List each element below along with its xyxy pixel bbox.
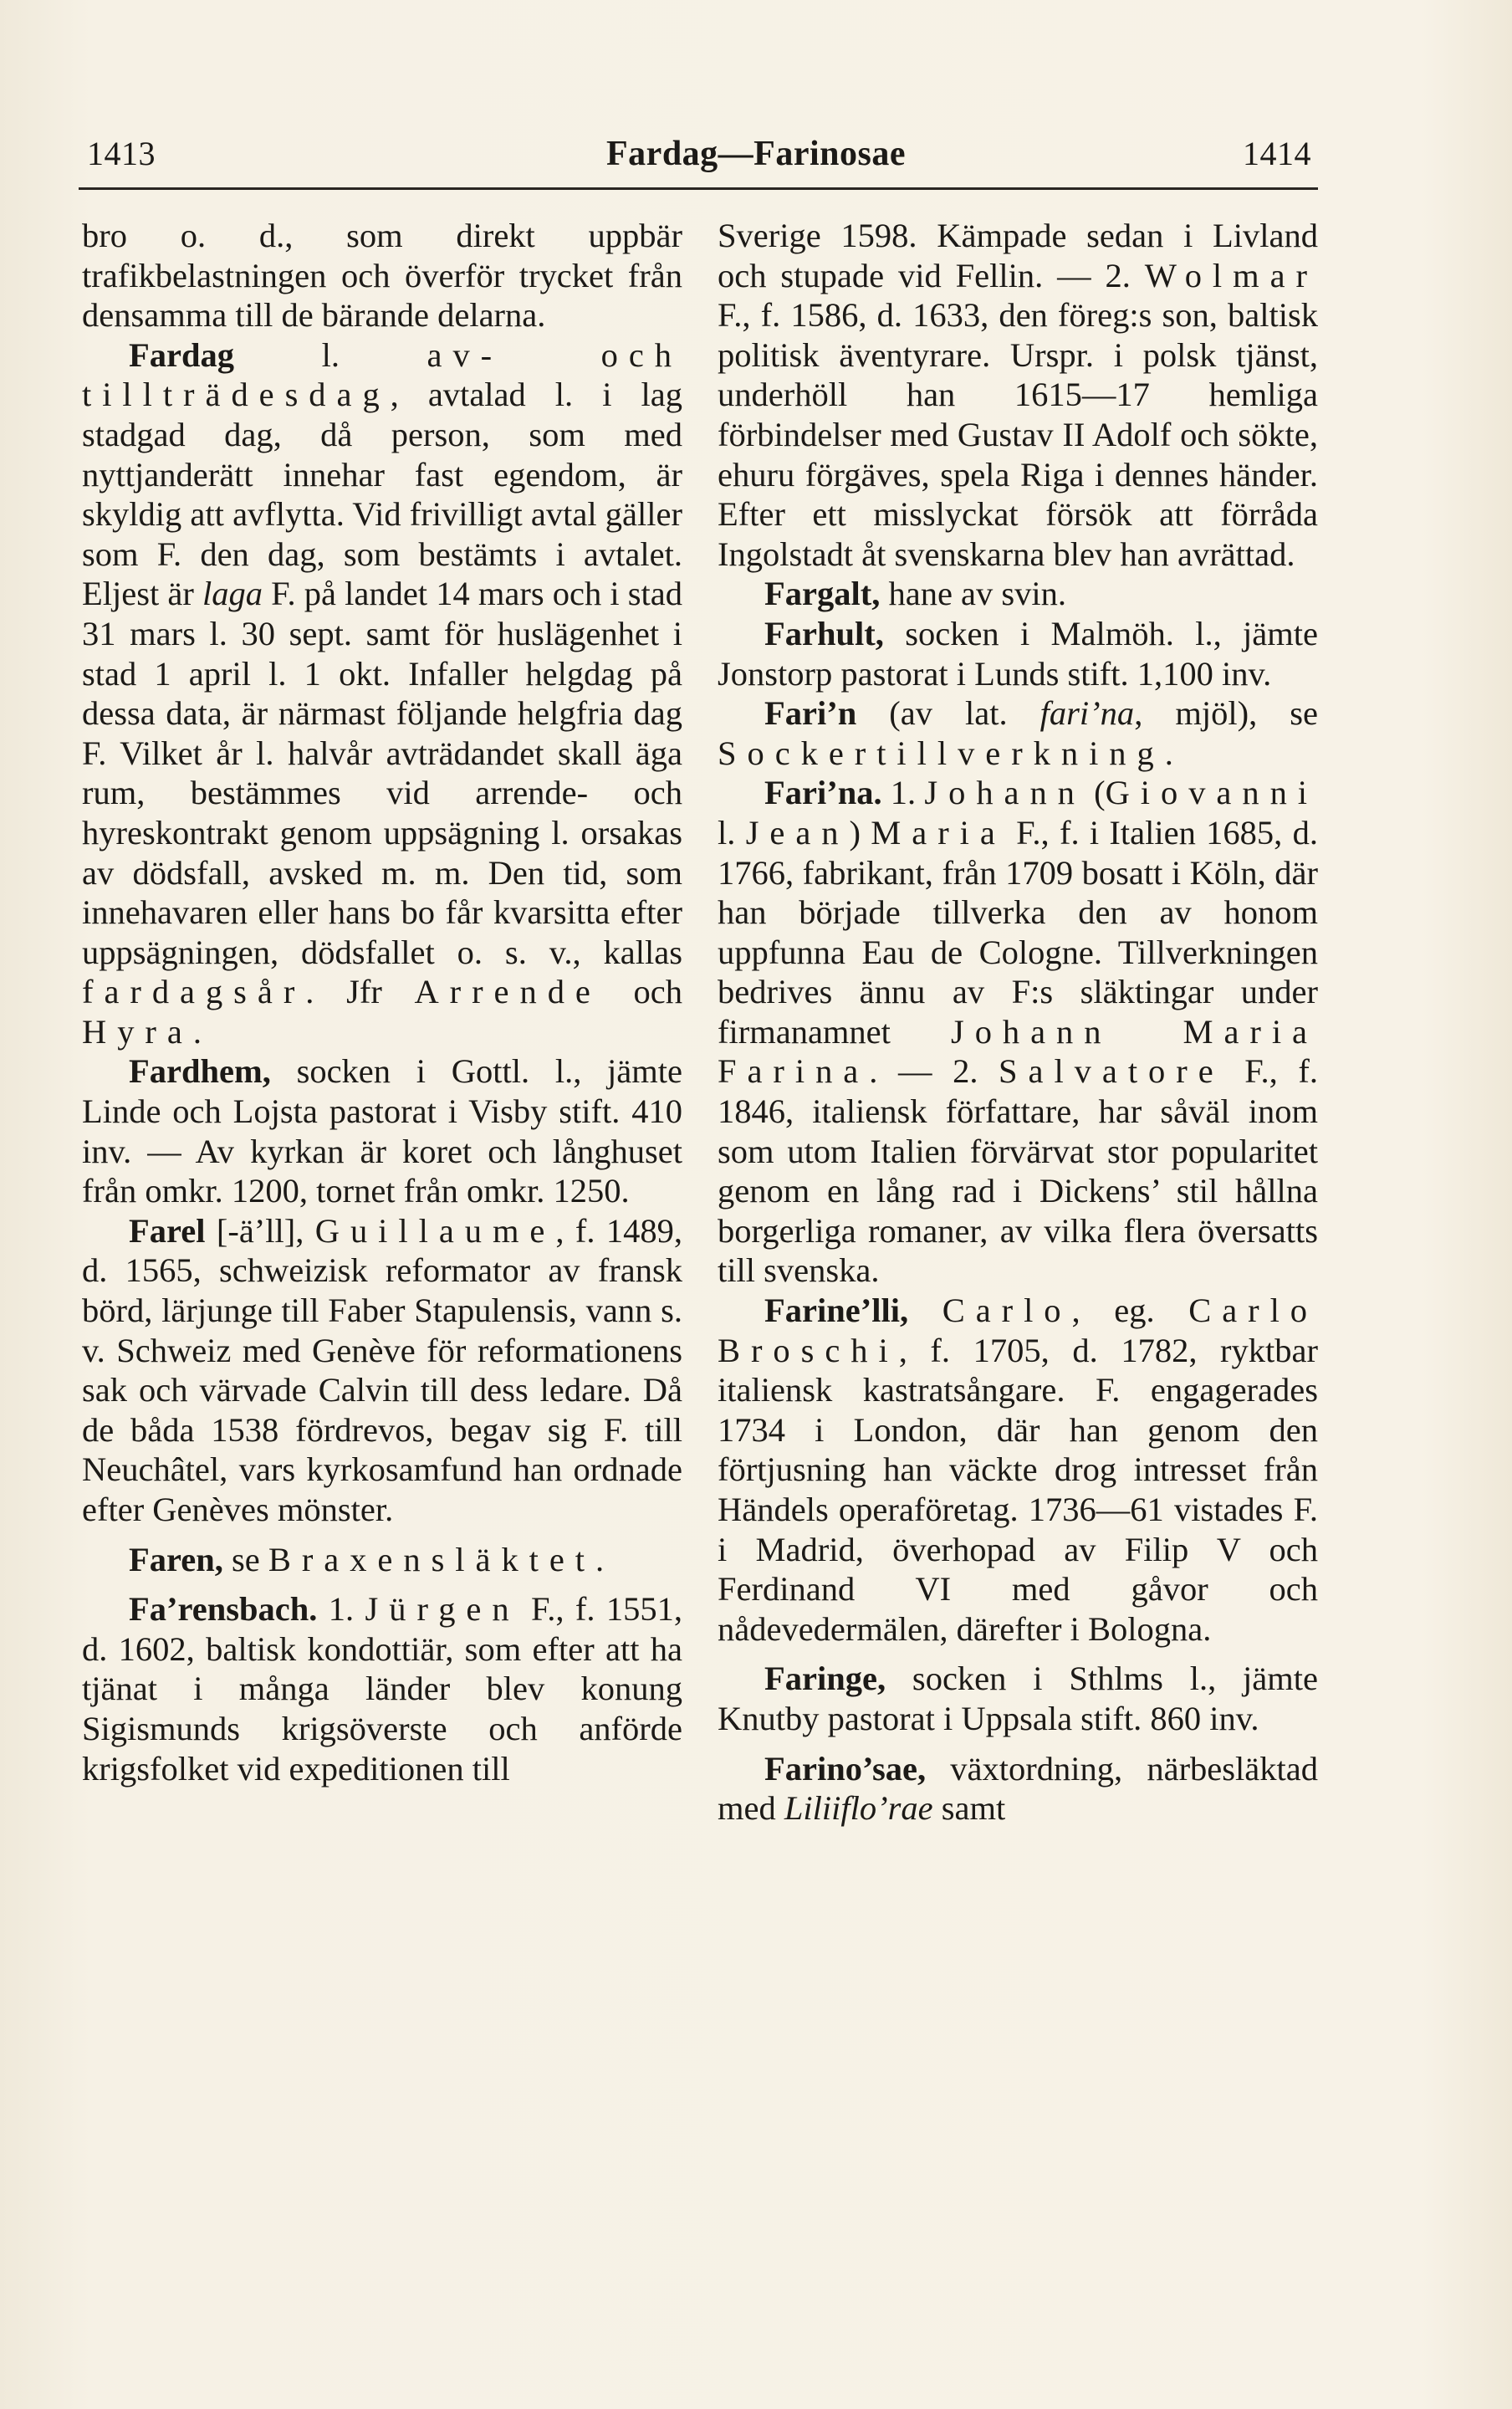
headword: Faren, <box>129 1540 223 1578</box>
entry-farinelli: Farine’lli, Carlo, eg. Carlo Broschi, f. 1705, d. 1782, ryktbar italiensk kastratsångare. F. engagerades 1734 i London, där han genom den förtjusning han väckte drog intresset från Händels operaföretag. 1736—61 vistades F. i Madrid, överhopad av Filip V och Ferdinand VI med gåvor och nådevedermälen, därefter i Bologna. <box>718 1291 1318 1648</box>
headword: Fardag <box>129 335 234 374</box>
page-number-right: 1414 <box>1243 135 1311 172</box>
page-header <box>0 125 1512 184</box>
entry-farina: Fari’na. 1. Johann (Giovanni l. Jean) Maria F., f. i Italien 1685, d. 1766, fabrikant, från 1709 bosatt i Köln, där han började tillverka den av honom uppfunna Eau de Cologne. Tillverkningen bedrives ännu av F:s släktingar under firmanamnet Johann Maria Farina. — 2. Salvatore F., f. 1846, italiensk författare, har såväl inom som utom Italien förvärvat stor popularitet genom en lång rad i Dickens’ stil hållna borgerliga romaner, av vilka flera översatts till svenska. <box>718 774 1318 1290</box>
headword: Faringe, <box>764 1660 886 1698</box>
entry-fardhem: Fardhem, socken i Gottl. l., jämte Linde och Lojsta pastorat i Visby stift. 410 inv. — Av kyrkan är koret och långhuset från omkr. 1200, tornet från omkr. 1250. <box>82 1052 682 1210</box>
headword: Fa’rensbach. <box>129 1590 318 1629</box>
header-rule <box>79 187 1318 190</box>
entry-continuation: Sverige 1598. Kämpade sedan i Livland och stupade vid Fellin. — 2. Wolmar F., f. 1586, d. 1633, den föreg:s son, baltisk politisk äventyrare. Urspr. i polsk tjänst, underhöll han 1615—17 hemliga förbindelser med Gustav II Adolf och sökte, ehuru förgäves, spela Riga i dennes händer. Efter ett misslyckat försök att förråda Ingolstadt åt svenskarna blev han avrättad. <box>718 217 1318 573</box>
entry-faringe: Faringe, socken i Sthlms l., jämte Knutby pastorat i Uppsala stift. 860 inv. <box>718 1660 1318 1737</box>
entry-farinosae: Farino’sae, växtordning, närbesläktad med Liliiflo’rae samt <box>718 1749 1318 1828</box>
entry-fargalt: Fargalt, hane av svin. <box>764 575 1067 613</box>
headword: Farine’lli, <box>764 1291 909 1330</box>
headword: Farhult, <box>764 614 884 652</box>
headword: Fardhem, <box>129 1052 271 1091</box>
left-column <box>82 216 682 1788</box>
entry-continuation: bro o. d., som direkt uppbär trafikbelastningen och överför trycket från densamma till de bärande delarna. <box>82 217 682 335</box>
headword: Fargalt, <box>764 575 881 613</box>
entry-fardag: Fardag l. av- och tillträdesdag, avtalad l. i lag stadgad dag, då person, som med nyttjanderätt innehar fast egendom, är skyldig att avflytta. Vid frivilligt avtal gäller som F. den dag, som bestämts i avtalet. Eljest är laga F. på landet 14 mars och i stad 31 mars l. 30 sept. samt för huslägenhet i stad 1 april l. 1 okt. Infaller helgdag på dessa data, är närmast följande helgfria dag F. Vilket år l. halvår avträdandet skall äga rum, bestämmes vid arrende- och hyreskontrakt genom uppsägning l. orsakas av dödsfall, avsked m. m. Den tid, som innehavaren eller hans bo får kvarsitta efter uppsägningen, dödsfallet o. s. v., kallas fardagsår. Jfr Arrende och Hyra. <box>82 335 682 1051</box>
headword: Fari’n <box>764 694 857 733</box>
page-number-left: 1413 <box>87 135 156 172</box>
headword: Farel <box>129 1211 206 1250</box>
running-title: Fardag—Farinosae <box>606 135 906 173</box>
entry-farensbach: Fa’rensbach. 1. Jürgen F., f. 1551, d. 1602, baltisk kondottiär, som efter att ha tjänat i många länder blev konung Sigismunds krigsöverste och anförde krigsfolket vid expeditionen till <box>82 1590 682 1788</box>
right-column <box>718 216 1318 1828</box>
entry-faren: Faren, se Braxensläktet. <box>129 1540 605 1578</box>
headword: Farino’sae, <box>764 1749 927 1788</box>
entry-farhult: Farhult, socken i Malmöh. l., jämte Jonstorp pastorat i Lunds stift. 1,100 inv. <box>718 614 1318 693</box>
headword: Fari’na. <box>764 774 882 812</box>
entry-farin: Fari’n (av lat. fari’na, mjöl), se Sockertillverkning. <box>718 694 1318 772</box>
entry-farel: Farel [-ä’ll], Guillaume, f. 1489, d. 1565, schweizisk reformator av fransk börd, lärjunge till Faber Stapulensis, vann s. v. Schweiz med Genève för reformationens sak och värvade Calvin till dess ledare. Då de båda 1538 fördrevos, begav sig F. till Neuchâtel, vars kyrkosamfund han ordnade efter Genèves mönster. <box>82 1211 682 1528</box>
